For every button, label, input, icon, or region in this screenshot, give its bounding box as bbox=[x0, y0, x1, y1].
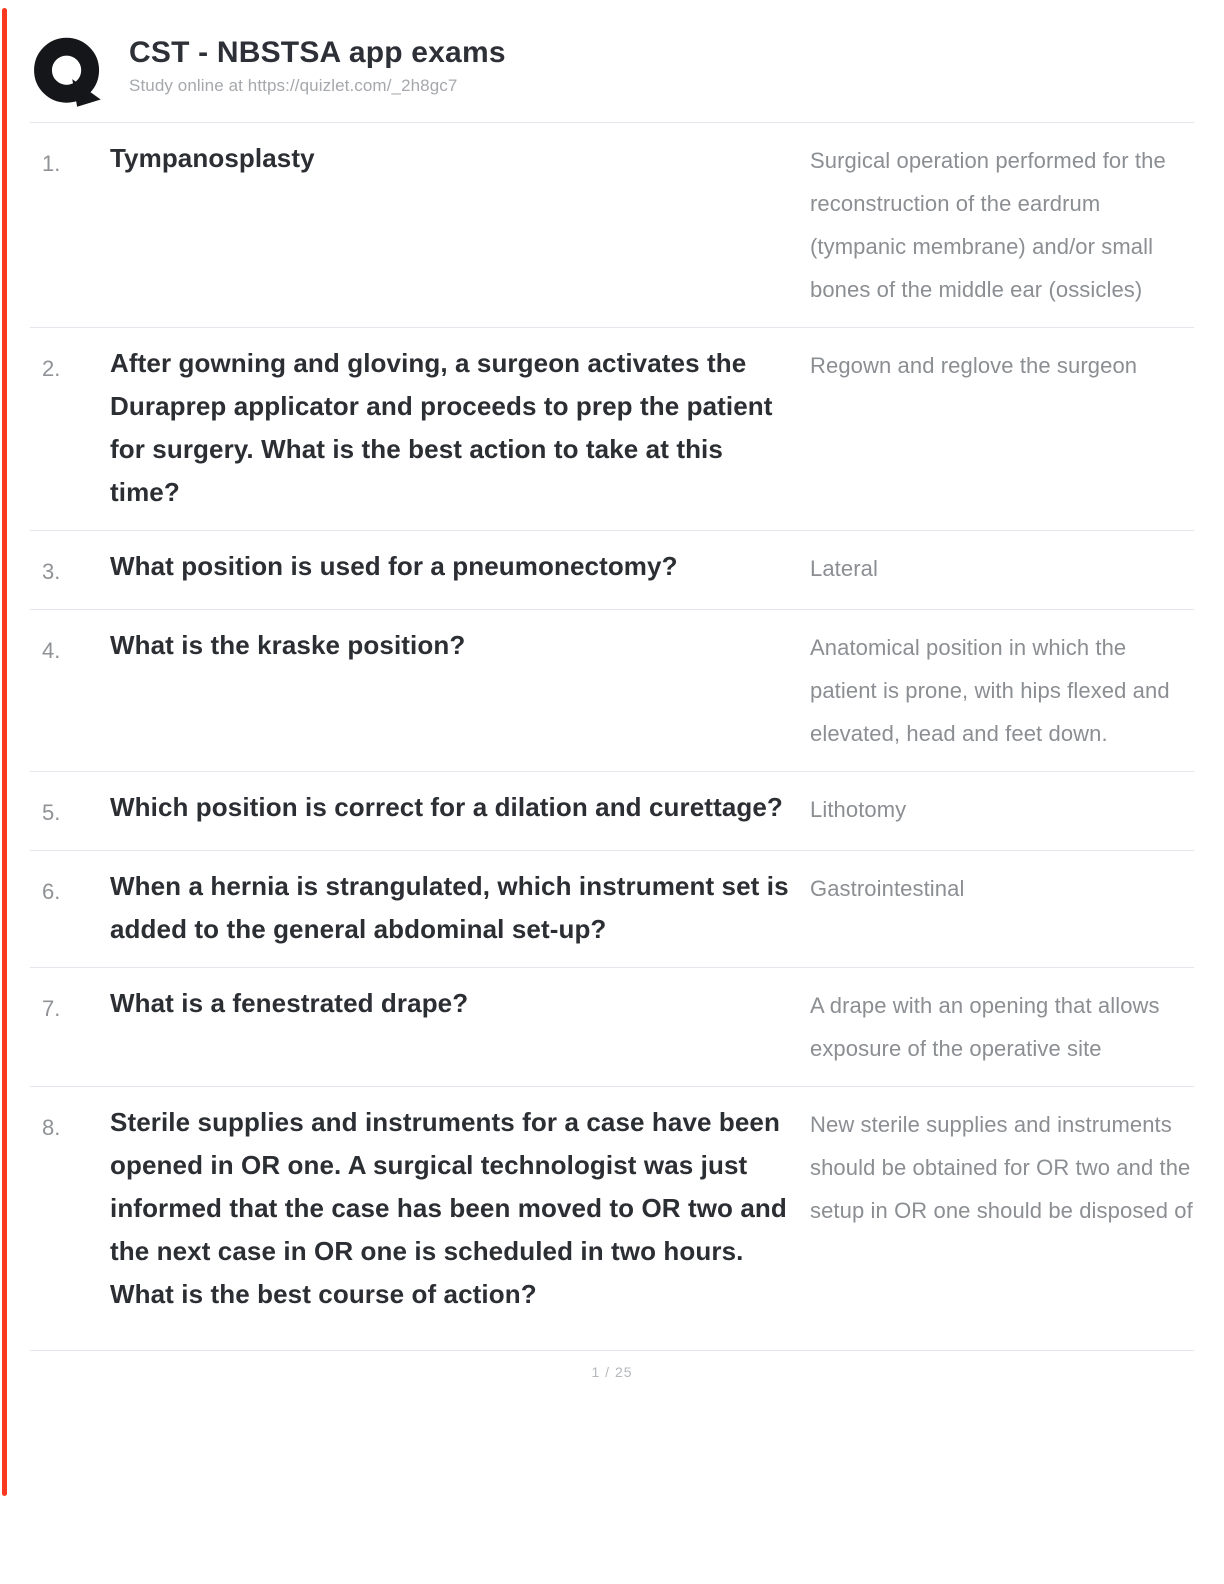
question-text: After gowning and gloving, a surgeon activates the Duraprep applicator and proceeds to prep the patient for surgery. What is the best action to take at this time? bbox=[110, 348, 773, 507]
qa-row bbox=[30, 531, 1194, 610]
question-text: Tympanosplasty bbox=[110, 143, 315, 173]
quizlet-logo-icon bbox=[30, 30, 108, 112]
item-number: 6. bbox=[42, 879, 61, 904]
answer-text: Surgical operation performed for the reconstruction of the eardrum (tympanic membrane) and/or small bones of the middle ear (ossicles) bbox=[810, 148, 1166, 302]
qa-row bbox=[30, 610, 1194, 772]
item-number: 1. bbox=[42, 151, 61, 176]
qa-list bbox=[30, 123, 1194, 1332]
study-online-link[interactable]: Study online at https://quizlet.com/_2h8gc7 bbox=[129, 76, 458, 95]
set-title: CST - NBSTSA app exams bbox=[129, 36, 506, 69]
answer-text: Anatomical position in which the patient is prone, with hips flexed and elevated, head and feet down. bbox=[810, 635, 1170, 746]
question-text: What position is used for a pneumonectomy? bbox=[110, 551, 678, 581]
answer-text: Lateral bbox=[810, 556, 878, 581]
page-footer bbox=[30, 1350, 1194, 1382]
item-number: 7. bbox=[42, 996, 61, 1021]
item-number: 2. bbox=[42, 356, 61, 381]
answer-text: Lithotomy bbox=[810, 797, 907, 822]
qa-row bbox=[30, 772, 1194, 851]
qa-row bbox=[30, 851, 1194, 968]
answer-text: Gastrointestinal bbox=[810, 876, 965, 901]
question-text: What is a fenestrated drape? bbox=[110, 988, 469, 1018]
left-accent-bar bbox=[2, 8, 7, 1496]
page-header bbox=[30, 0, 1194, 123]
answer-text: Regown and reglove the surgeon bbox=[810, 353, 1138, 378]
qa-row bbox=[30, 123, 1194, 328]
item-number: 5. bbox=[42, 800, 61, 825]
question-text: What is the kraske position? bbox=[110, 630, 466, 660]
page-indicator: 1 / 25 bbox=[591, 1364, 633, 1380]
question-text: Sterile supplies and instruments for a case have been opened in OR one. A surgical technologist was just informed that the case has been moved to OR two and the next case in OR one is scheduled in two hours. What is the best course of action? bbox=[110, 1107, 787, 1309]
item-number: 4. bbox=[42, 638, 61, 663]
answer-text: New sterile supplies and instruments should be obtained for OR two and the setup in OR one should be disposed of bbox=[810, 1112, 1193, 1223]
qa-row bbox=[30, 968, 1194, 1087]
question-text: Which position is correct for a dilation and curettage? bbox=[110, 792, 783, 822]
answer-text: A drape with an opening that allows exposure of the operative site bbox=[810, 993, 1160, 1061]
qa-row bbox=[30, 1087, 1194, 1332]
item-number: 3. bbox=[42, 559, 61, 584]
header-text bbox=[129, 30, 506, 96]
item-number: 8. bbox=[42, 1115, 61, 1140]
qa-row bbox=[30, 328, 1194, 531]
question-text: When a hernia is strangulated, which instrument set is added to the general abdominal set-up? bbox=[110, 871, 789, 944]
